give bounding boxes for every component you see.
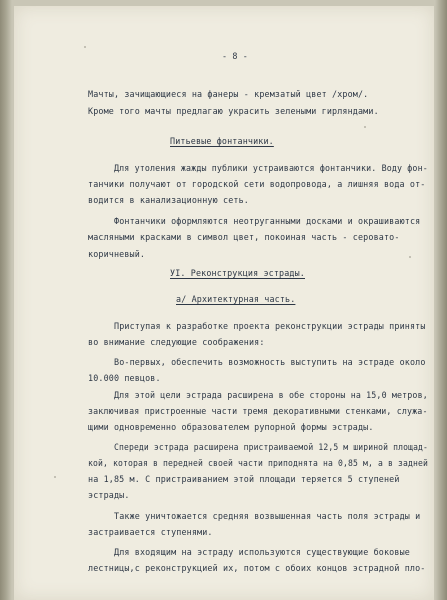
paper-speck <box>84 46 86 48</box>
text-line: Спереди эстрада расширена пристраиваемой 12,5 м шириной площад- <box>114 442 429 452</box>
text-line: кой, которая в передней своей части приподнята на 0,85 м, а в задней <box>88 458 429 468</box>
document-page <box>14 6 434 600</box>
text-line: Мачты, зачищающиеся на фанеры - кремзатый цвет /хром/. <box>88 89 369 99</box>
text-line: Фонтанчики оформляются неотруганными досками и окрашиваются <box>114 216 421 226</box>
text-line: Приступая к разработке проекта реконструкции эстрады приняты <box>114 321 426 331</box>
subsection-heading: а/ Архитектурная часть. <box>176 294 296 304</box>
text-line: щими одновременно образователем рупорной формы эстрады. <box>88 422 374 432</box>
text-line: застраивается ступенями. <box>88 527 213 537</box>
section-heading: УI. Реконструкция эстрады. <box>170 268 305 278</box>
text-line: Во-первых, обеспечить возможность выступить на эстраде около <box>114 357 426 367</box>
text-line: 10.000 певцов. <box>88 373 161 383</box>
paper-speck <box>364 126 366 128</box>
paper-speck <box>54 476 56 478</box>
text-line: Кроме того мачты предлагаю украсить зелеными гирляндами. <box>88 106 379 116</box>
text-line: эстрады. <box>88 490 130 500</box>
heading-fountains: Питьевые фонтанчики. <box>170 136 274 146</box>
text-line: во внимание следующие соображения: <box>88 337 265 347</box>
text-line: танчики получают от городской сети водопровода, а лишняя вода от- <box>88 179 426 189</box>
text-line: Для утоления жажды публики устраиваются фонтанчики. Воду фон- <box>114 163 428 173</box>
text-line: заключивая пристроенные части тремя декоративными стенками, служа- <box>88 406 428 416</box>
text-line: масляными красками в символ цвет, покоиная часть - серовато- <box>88 232 400 242</box>
text-line: Для входящим на эстраду используются существующие боковые <box>114 547 410 557</box>
text-line: коричневый. <box>88 249 146 259</box>
text-line: Для этой цели эстрада расширена в обе стороны на 15,0 метров, <box>114 390 428 400</box>
paper-speck <box>409 256 411 258</box>
page-number: - 8 - <box>222 51 248 61</box>
text-line: Также уничтожается средняя возвышенная часть поля эстрады и <box>114 511 421 521</box>
text-line: водится в канализационную сеть. <box>88 195 249 205</box>
text-line: лестницы,с реконструкцией их, потом с обоих концов эстрадной пло- <box>88 563 426 573</box>
text-line: на 1,85 м. С пристраиванием этой площади теряется 5 ступеней <box>88 474 400 484</box>
